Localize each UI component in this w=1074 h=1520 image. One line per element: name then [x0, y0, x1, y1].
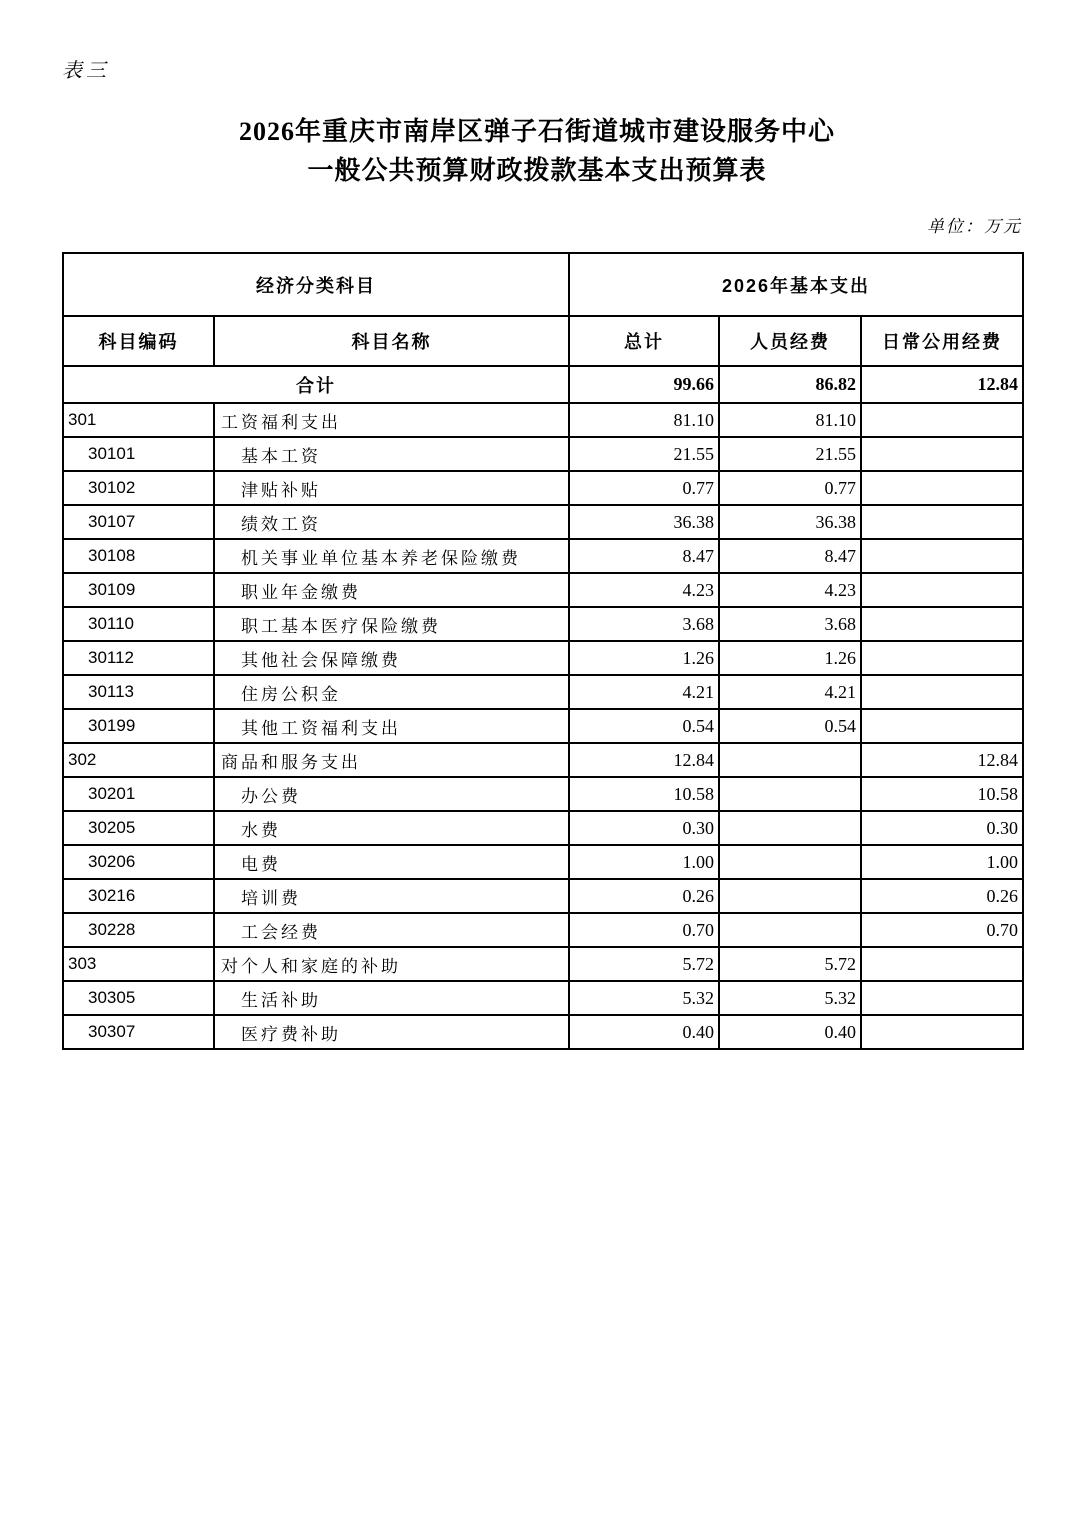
daily-value-cell: 1.00 [861, 845, 1023, 879]
subject-name-cell: 基本工资 [214, 437, 569, 471]
daily-value-cell [861, 539, 1023, 573]
title-line-1: 2026年重庆市南岸区弹子石街道城市建设服务中心 [238, 117, 835, 146]
table-row [63, 403, 1023, 437]
subject-code-cell: 30108 [63, 539, 214, 573]
subject-code-cell: 30201 [63, 777, 214, 811]
personnel-value-cell: 81.10 [719, 403, 861, 437]
total-value-cell: 3.68 [569, 607, 719, 641]
subject-code-cell: 30199 [63, 709, 214, 743]
total-row-personnel-value: 86.82 [719, 366, 861, 403]
subject-code-cell: 30109 [63, 573, 214, 607]
document-title [0, 112, 1074, 190]
subject-code-cell: 30112 [63, 641, 214, 675]
table-row [63, 981, 1023, 1015]
personnel-value-cell [719, 913, 861, 947]
total-value-cell: 0.30 [569, 811, 719, 845]
col-header-subject-code: 科目编码 [63, 316, 214, 366]
daily-value-cell [861, 403, 1023, 437]
total-row-daily-value: 12.84 [861, 366, 1023, 403]
table-row [63, 743, 1023, 777]
table-row [63, 573, 1023, 607]
col-header-subject-name: 科目名称 [214, 316, 569, 366]
daily-value-cell: 0.30 [861, 811, 1023, 845]
subject-name-cell: 绩效工资 [214, 505, 569, 539]
personnel-value-cell: 0.77 [719, 471, 861, 505]
table-row [63, 607, 1023, 641]
col-header-daily-public-funds: 日常公用经费 [861, 316, 1023, 366]
subject-name-cell: 住房公积金 [214, 675, 569, 709]
subject-code-cell: 30113 [63, 675, 214, 709]
total-value-cell: 1.00 [569, 845, 719, 879]
personnel-value-cell: 0.40 [719, 1015, 861, 1049]
table-row [63, 709, 1023, 743]
subject-code-cell: 30228 [63, 913, 214, 947]
table-row [63, 1015, 1023, 1049]
total-value-cell: 36.38 [569, 505, 719, 539]
subject-name-cell: 职工基本医疗保险缴费 [214, 607, 569, 641]
subject-name-cell: 医疗费补助 [214, 1015, 569, 1049]
personnel-value-cell: 5.32 [719, 981, 861, 1015]
total-value-cell: 0.77 [569, 471, 719, 505]
total-value-cell: 12.84 [569, 743, 719, 777]
daily-value-cell [861, 675, 1023, 709]
personnel-value-cell: 0.54 [719, 709, 861, 743]
daily-value-cell [861, 641, 1023, 675]
daily-value-cell [861, 709, 1023, 743]
subject-code-cell: 303 [63, 947, 214, 981]
subject-name-cell: 工资福利支出 [214, 403, 569, 437]
table-row [63, 879, 1023, 913]
daily-value-cell [861, 573, 1023, 607]
header-basic-expenditure-2026: 2026年基本支出 [569, 253, 1023, 316]
table-row [63, 947, 1023, 981]
personnel-value-cell [719, 811, 861, 845]
table-row [63, 811, 1023, 845]
table-number-tag: 表三 [62, 60, 110, 82]
daily-value-cell: 12.84 [861, 743, 1023, 777]
table-row [63, 437, 1023, 471]
header-economic-classification: 经济分类科目 [63, 253, 569, 316]
personnel-value-cell: 4.21 [719, 675, 861, 709]
total-row [63, 366, 1023, 403]
personnel-value-cell: 4.23 [719, 573, 861, 607]
table-header-columns-row [63, 316, 1023, 366]
personnel-value-cell: 36.38 [719, 505, 861, 539]
title-line-2: 一般公共预算财政拨款基本支出预算表 [307, 156, 767, 185]
table-row [63, 641, 1023, 675]
personnel-value-cell [719, 743, 861, 777]
subject-code-cell: 30205 [63, 811, 214, 845]
table-row [63, 471, 1023, 505]
total-value-cell: 4.21 [569, 675, 719, 709]
subject-name-cell: 津贴补贴 [214, 471, 569, 505]
total-value-cell: 0.40 [569, 1015, 719, 1049]
total-row-total-value: 99.66 [569, 366, 719, 403]
table-row [63, 505, 1023, 539]
daily-value-cell: 10.58 [861, 777, 1023, 811]
total-value-cell: 5.72 [569, 947, 719, 981]
total-value-cell: 8.47 [569, 539, 719, 573]
personnel-value-cell: 3.68 [719, 607, 861, 641]
total-value-cell: 21.55 [569, 437, 719, 471]
total-value-cell: 81.10 [569, 403, 719, 437]
subject-code-cell: 30102 [63, 471, 214, 505]
subject-name-cell: 对个人和家庭的补助 [214, 947, 569, 981]
total-value-cell: 4.23 [569, 573, 719, 607]
subject-name-cell: 电费 [214, 845, 569, 879]
subject-code-cell: 30305 [63, 981, 214, 1015]
col-header-total: 总计 [569, 316, 719, 366]
personnel-value-cell: 5.72 [719, 947, 861, 981]
subject-code-cell: 301 [63, 403, 214, 437]
total-value-cell: 10.58 [569, 777, 719, 811]
subject-code-cell: 30216 [63, 879, 214, 913]
subject-name-cell: 商品和服务支出 [214, 743, 569, 777]
subject-name-cell: 办公费 [214, 777, 569, 811]
total-value-cell: 0.26 [569, 879, 719, 913]
table-row [63, 845, 1023, 879]
subject-name-cell: 其他社会保障缴费 [214, 641, 569, 675]
daily-value-cell: 0.70 [861, 913, 1023, 947]
subject-code-cell: 30206 [63, 845, 214, 879]
table-row [63, 913, 1023, 947]
total-value-cell: 1.26 [569, 641, 719, 675]
personnel-value-cell [719, 845, 861, 879]
subject-code-cell: 30307 [63, 1015, 214, 1049]
total-value-cell: 0.70 [569, 913, 719, 947]
daily-value-cell [861, 607, 1023, 641]
subject-name-cell: 职业年金缴费 [214, 573, 569, 607]
total-value-cell: 0.54 [569, 709, 719, 743]
personnel-value-cell: 1.26 [719, 641, 861, 675]
daily-value-cell [861, 471, 1023, 505]
table-row [63, 777, 1023, 811]
personnel-value-cell: 21.55 [719, 437, 861, 471]
daily-value-cell [861, 981, 1023, 1015]
budget-table [62, 252, 1024, 1050]
subject-name-cell: 生活补助 [214, 981, 569, 1015]
subject-code-cell: 30101 [63, 437, 214, 471]
table-row [63, 675, 1023, 709]
table-row [63, 539, 1023, 573]
personnel-value-cell: 8.47 [719, 539, 861, 573]
unit-note: 单位：万元 [927, 217, 1022, 236]
table-header-group-row [63, 253, 1023, 316]
subject-name-cell: 其他工资福利支出 [214, 709, 569, 743]
subject-code-cell: 30107 [63, 505, 214, 539]
daily-value-cell [861, 437, 1023, 471]
daily-value-cell [861, 947, 1023, 981]
total-row-label: 合计 [63, 366, 569, 403]
subject-name-cell: 机关事业单位基本养老保险缴费 [214, 539, 569, 573]
daily-value-cell [861, 1015, 1023, 1049]
daily-value-cell [861, 505, 1023, 539]
col-header-personnel-funds: 人员经费 [719, 316, 861, 366]
subject-code-cell: 30110 [63, 607, 214, 641]
personnel-value-cell [719, 777, 861, 811]
subject-name-cell: 工会经费 [214, 913, 569, 947]
daily-value-cell: 0.26 [861, 879, 1023, 913]
subject-name-cell: 水费 [214, 811, 569, 845]
total-value-cell: 5.32 [569, 981, 719, 1015]
subject-code-cell: 302 [63, 743, 214, 777]
personnel-value-cell [719, 879, 861, 913]
subject-name-cell: 培训费 [214, 879, 569, 913]
